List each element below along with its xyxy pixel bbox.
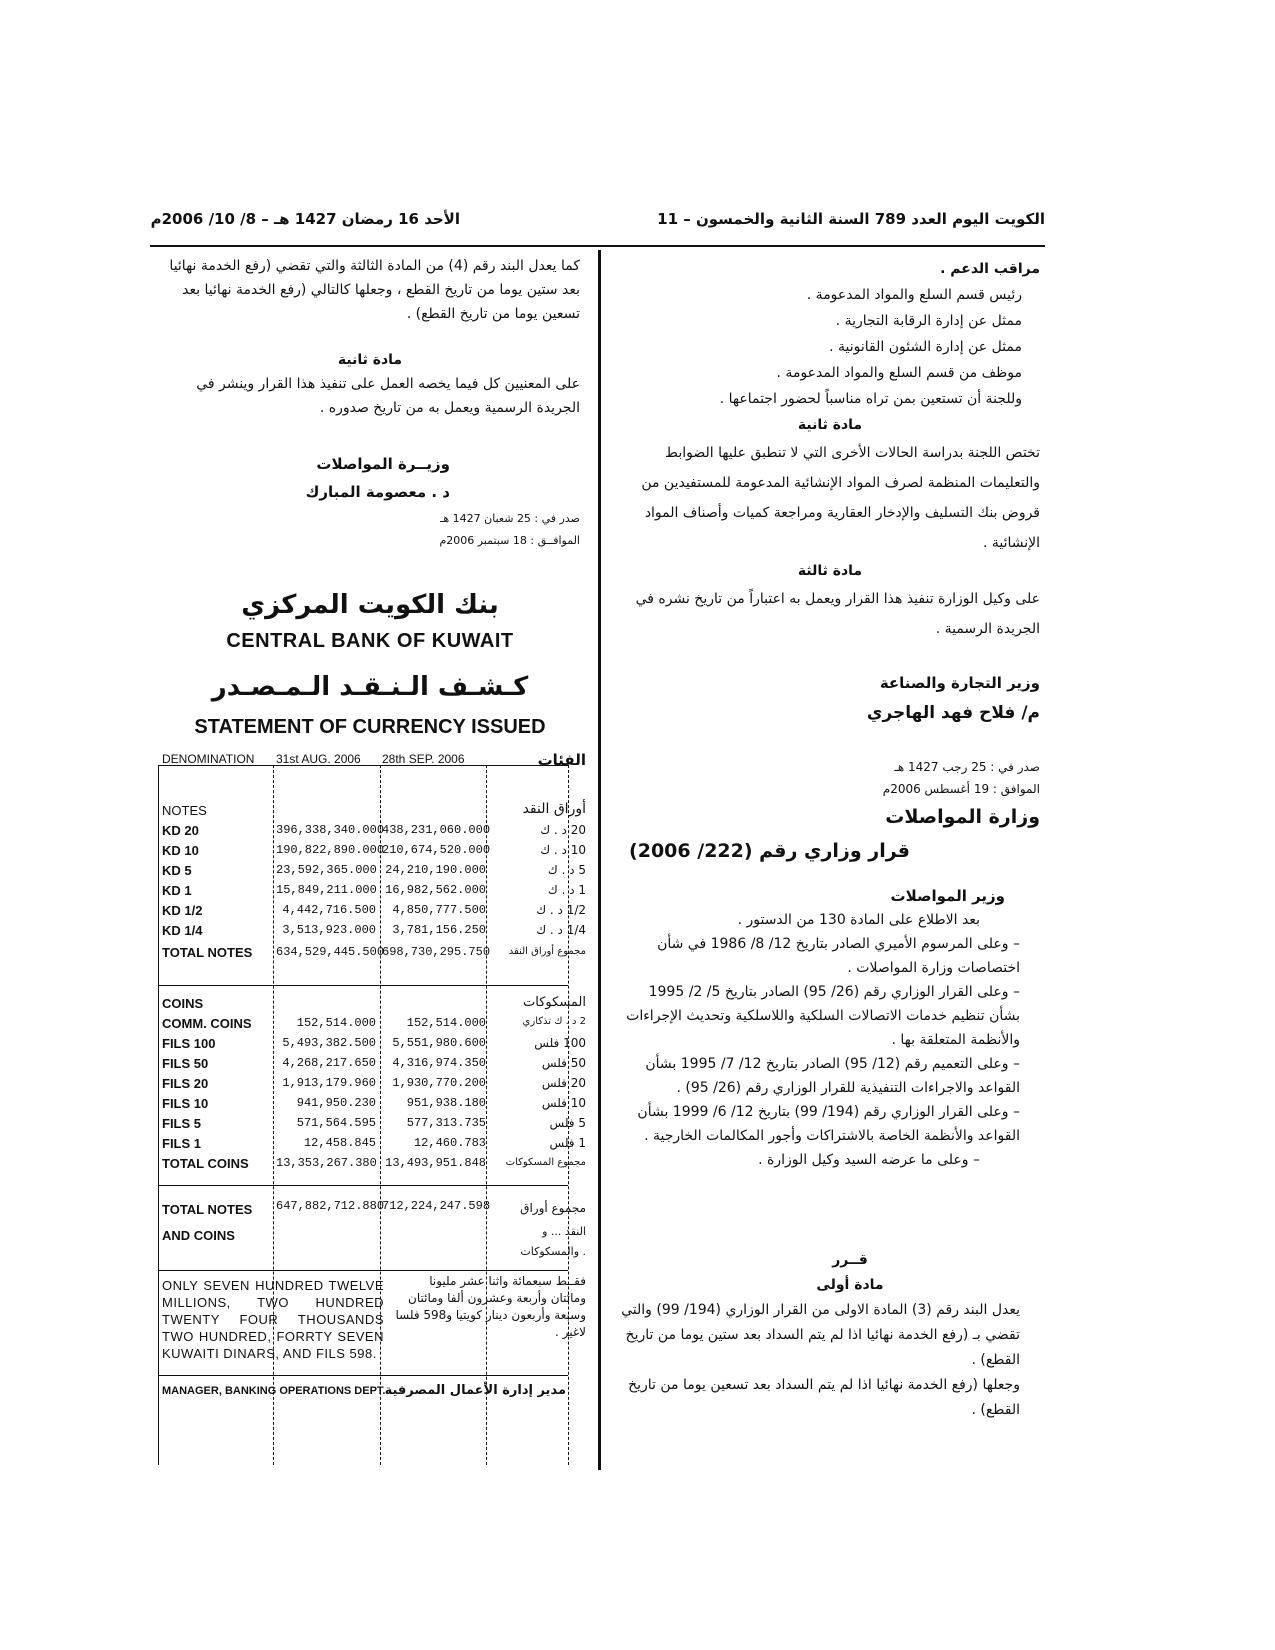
row-value-sep: 4,850,777.500 — [392, 903, 486, 917]
row-value-aug: 152,514.000 — [296, 1016, 376, 1030]
total-notes-label: TOTAL NOTES — [162, 945, 253, 960]
recital: – وعلى القرار الوزاري رقم (194/ 99) بتاريخ 12/ 6/ 1999 بشأن القواعد والأنظمة الخاصة بالاشتراكات وأجور المكالمات الخارجية . — [637, 1104, 1020, 1144]
table-rule — [158, 765, 159, 1465]
row-label-arabic: 1 د . ك — [547, 883, 586, 897]
left-intro — [160, 254, 580, 326]
header-date-2: 28th SEP. 2006 — [382, 752, 465, 766]
manager-title-arabic: مدير إدارة الأعمال المصرفية — [384, 1383, 566, 1398]
article-2-text: على المعنيين كل فيما يخصه العمل على تنفيذ هذا القرار وينشر في الجريدة الرسمية ويعمل به من تاريخ صدوره . — [196, 376, 580, 416]
article-1-text-2: وجعلها (رفع الخدمة نهائيا اذا لم يتم السداد بعد تسعين يوما من تاريخ القطع) . — [628, 1377, 1020, 1418]
row-value-sep: 210,674,520.000 — [382, 843, 491, 857]
row-label-arabic: 1/2 د . ك — [536, 903, 586, 917]
row-value-aug: 23,592,365.000 — [276, 863, 377, 877]
row-label-arabic: 10 فلس — [541, 1096, 586, 1110]
grand-total-label-2: AND COINS — [162, 1228, 235, 1243]
row-value-sep: 3,781,156.250 — [392, 923, 486, 937]
right-column-top — [620, 256, 1040, 644]
notes-label: NOTES — [162, 803, 207, 818]
row-value-aug: 396,338,340.000 — [276, 823, 385, 837]
bank-name-arabic: بنك الكويت المركزي — [241, 590, 499, 620]
commerce-signature — [620, 668, 1040, 728]
amendment-text: كما يعدل البند رقم (4) من المادة الثالثة والتي تقضي (رفع الخدمة نهائيا بعد ستين يوما من تاريخ القطع ، وجعلها كالتالي (رفع الخدمة نهائيا بعد تسعين يوما من تاريخ القطع) . — [169, 258, 580, 322]
recital: – وعلى التعميم رقم (12/ 95) الصادر بتاريخ 12/ 7/ 1995 بشأن القواعد والاجراءات التنفيذية للقرار الوزاري رقم (26/ 95) . — [645, 1056, 1020, 1096]
total-notes-aug: 634,529,445.500 — [276, 945, 385, 959]
grand-total-arabic-2: النقد ... و — [542, 1225, 586, 1238]
row-label-arabic: 5 د . ك — [547, 863, 586, 877]
issued-date: صدر في : 25 رجب 1427 هـ — [894, 760, 1040, 774]
row-label: FILS 1 — [162, 1136, 202, 1151]
corresponding-date: الموافــق : 18 سبتمبر 2006م — [439, 534, 580, 547]
row-label-arabic: 50 فلس — [541, 1056, 586, 1070]
row-value-aug: 12,458.845 — [303, 1136, 376, 1150]
row-value-sep: 16,982,562.000 — [385, 883, 486, 897]
grand-total-label: TOTAL NOTES — [162, 1202, 253, 1217]
row-value-sep: 24,210,190.000 — [385, 863, 486, 877]
corresponding-date: الموافق : 19 أغسطس 2006م — [882, 782, 1040, 796]
article-1-text: يعدل البند رقم (3) المادة الاولى من القرار الوزاري (194/ 99) والتي تقضي بـ (رفع الخدمة نهائيا اذا لم يتم السداد بعد ستين يوما من تاريخ القطع) . — [621, 1302, 1020, 1368]
coins-label-arabic: المسكوكات — [523, 995, 586, 1010]
row-label: FILS 20 — [162, 1076, 209, 1091]
row-value-sep: 4,316,974.350 — [392, 1056, 486, 1070]
header-date: الأحد 16 رمضان 1427 هـ – 8/ 10/ 2006م — [150, 210, 460, 228]
total-coins-sep: 13,493,951.848 — [385, 1156, 486, 1170]
article-2-heading: مادة ثانية — [337, 352, 403, 368]
total-coins-aug: 13,353,267.380 — [276, 1156, 377, 1170]
member-line: موظف من قسم السلع والمواد المدعومة . — [776, 365, 1022, 381]
row-label: KD 5 — [162, 863, 192, 878]
row-value-sep: 1,930,770.200 — [392, 1076, 486, 1090]
bank-name-english: CENTRAL BANK OF KUWAIT — [226, 630, 514, 652]
row-label-arabic: 20 د . ك — [540, 823, 586, 837]
table-rule — [158, 985, 568, 986]
row-value-aug: 3,513,923.000 — [282, 923, 376, 937]
column-divider — [598, 250, 601, 1470]
grand-total-arabic: مجموع أوراق — [520, 1201, 586, 1215]
total-notes-sep: 698,730,295.750 — [382, 945, 491, 959]
table-rule — [158, 1270, 568, 1271]
grand-total-aug: 647,882,712.880 — [276, 1199, 385, 1213]
row-label-arabic: 5 فلس — [549, 1116, 586, 1130]
article-3-heading: مادة ثالثة — [797, 563, 863, 579]
statement-title-english: STATEMENT OF CURRENCY ISSUED — [194, 716, 546, 738]
member-line: ممثل عن إدارة الشئون القانونية . — [829, 339, 1022, 355]
row-label-arabic: 2 د . ك تذكاري — [522, 1016, 586, 1027]
row-value-aug: 4,268,217.650 — [282, 1056, 376, 1070]
header-issue-info: الكويت اليوم العدد 789 السنة الثانية والخمسون – 11 — [657, 210, 1045, 228]
row-value-aug: 941,950.230 — [296, 1096, 376, 1110]
row-label: FILS 5 — [162, 1116, 202, 1131]
header-date-1: 31st AUG. 2006 — [276, 752, 361, 766]
coins-label: COINS — [162, 996, 204, 1011]
row-label-arabic: 1/4 د . ك — [536, 923, 586, 937]
article-3-text: على وكيل الوزارة تنفيذ هذا القرار ويعمل به اعتباراً من تاريخ نشره في الجريدة الرسمية . — [635, 591, 1040, 637]
row-value-sep: 5,551,980.600 — [392, 1036, 486, 1050]
total-coins-label: TOTAL COINS — [162, 1156, 249, 1171]
row-label-arabic: 100 فلس — [534, 1036, 586, 1050]
statement-title-arabic: كـشـف الـنـقـد الـمـصـدر — [211, 672, 529, 702]
signature-title: وزير التجارة والصناعة — [879, 674, 1040, 692]
article-1-heading: مادة أولى — [816, 1277, 884, 1293]
recital: – وعلى المرسوم الأميري الصادر بتاريخ 12/ 8/ 1986 في شأن اختصاصات وزارة المواصلات . — [657, 936, 1020, 976]
header-denomination-arabic: الفئات — [537, 751, 586, 769]
member-line: رئيس قسم السلع والمواد المدعومة . — [806, 287, 1022, 303]
minister-title: وزير المواصلات — [890, 887, 1005, 905]
row-value-sep: 12,460.783 — [413, 1136, 486, 1150]
article-2-text: تختص اللجنة بدراسة الحالات الأخرى التي لا تنطبق عليها الضوابط والتعليمات المنظمة لصرف المواد الإنشائية المدعومة للمستفيدين من قروض بنك التسليف والإدخار العقارية ومراجعة كميات وأصناف المواد الإنشائية . — [641, 445, 1040, 551]
grand-total-sep: 712,224,247.598 — [382, 1199, 491, 1213]
amount-in-words-english: ONLY SEVEN HUNDRED TWELVE MILLIONS, TWO HUNDRED TWENTY FOUR THOUSANDS TWO HUNDRED, FORRTY SEVEN KUWAITI DINARS, AND FILS 598. — [162, 1278, 384, 1361]
signature-name: م/ فلاح فهد الهاجري — [866, 703, 1040, 723]
row-label: FILS 100 — [162, 1036, 216, 1051]
manager-title-english: MANAGER, BANKING OPERATIONS DEPT. — [162, 1385, 386, 1397]
decree-body — [620, 884, 1040, 1172]
row-value-aug: 190,822,890.000 — [276, 843, 385, 857]
row-label: KD 1/2 — [162, 903, 203, 918]
row-value-aug: 15,849,211.000 — [276, 883, 377, 897]
row-value-aug: 5,493,382.500 — [282, 1036, 376, 1050]
row-label: KD 10 — [162, 843, 199, 858]
member-line: وللجنة أن تستعين بمن تراه مناسباً لحضور اجتماعها . — [719, 391, 1022, 407]
table-rule — [158, 1185, 568, 1186]
ministry-title: وزارة المواصلات — [885, 806, 1040, 828]
recital: – وعلى ما عرضه السيد وكيل الوزارة . — [758, 1152, 980, 1168]
row-label-arabic: 10 د . ك — [540, 843, 586, 857]
header-rule — [150, 245, 1045, 247]
total-coins-arabic: مجموع المسكوكات — [505, 1157, 586, 1168]
row-value-aug: 1,913,179.960 — [282, 1076, 376, 1090]
decides-heading: قــرر — [832, 1252, 868, 1268]
row-label: FILS 10 — [162, 1096, 209, 1111]
header-denomination: DENOMINATION — [162, 752, 255, 766]
row-value-sep: 152,514.000 — [406, 1016, 486, 1030]
row-label: KD 1/4 — [162, 923, 203, 938]
article-2-heading: مادة ثانية — [797, 417, 863, 433]
recital: – وعلى القرار الوزاري رقم (26/ 95) الصادر بتاريخ 5/ 2/ 1995 بشأن تنظيم خدمات الاتصالات السلكية واللاسلكية وتحديث الإجراءات والأنظمة المتعلقة بها . — [626, 984, 1020, 1048]
row-value-sep: 577,313.735 — [406, 1116, 486, 1130]
total-notes-arabic: مجموع أوراق النقد — [508, 946, 586, 957]
currency-table — [158, 751, 588, 1475]
table-rule — [486, 765, 487, 1465]
decree-articles — [620, 1248, 1040, 1423]
grand-total-arabic-3: . والمسكوكات — [520, 1245, 586, 1258]
row-label: COMM. COINS — [162, 1016, 252, 1031]
row-label-arabic: 1 فلس — [549, 1136, 586, 1150]
issued-date: صدر في : 25 شعبان 1427 هـ — [440, 512, 580, 525]
decree-title: قرار وزاري رقم (222/ 2006) — [629, 840, 910, 862]
signature-title: وزيــرة المواصلات — [316, 455, 450, 473]
signature-name: د . معصومة المبارك — [305, 483, 450, 501]
member-line: ممثل عن إدارة الرقابة التجارية . — [835, 313, 1022, 329]
row-value-aug: 4,442,716.500 — [282, 903, 376, 917]
communications-issue-dates — [160, 508, 580, 552]
communications-signature — [160, 450, 580, 506]
row-value-aug: 571,564.595 — [296, 1116, 376, 1130]
row-label: KD 20 — [162, 823, 199, 838]
amount-in-words-arabic: فقــط سبعمائة واثنا عشر مليونا ومائتان وأربعة وعشرون ألفا ومائتان وسبعة وأربعون دينار كويتيا و598 فلسا لاغير . — [395, 1274, 586, 1339]
row-label-arabic: 20 فلس — [541, 1076, 586, 1090]
recital: بعد الاطلاع على المادة 130 من الدستور . — [737, 912, 980, 928]
row-value-sep: 438,231,060.000 — [382, 823, 491, 837]
notes-label-arabic: أوراق النقد — [522, 801, 586, 817]
commerce-issue-dates — [620, 756, 1040, 800]
row-value-sep: 951,938.180 — [406, 1096, 486, 1110]
row-label: KD 1 — [162, 883, 192, 898]
row-label: FILS 50 — [162, 1056, 209, 1071]
left-article-2 — [160, 348, 580, 420]
member-line: مراقب الدعم . — [940, 261, 1040, 277]
table-rule — [158, 1375, 568, 1376]
